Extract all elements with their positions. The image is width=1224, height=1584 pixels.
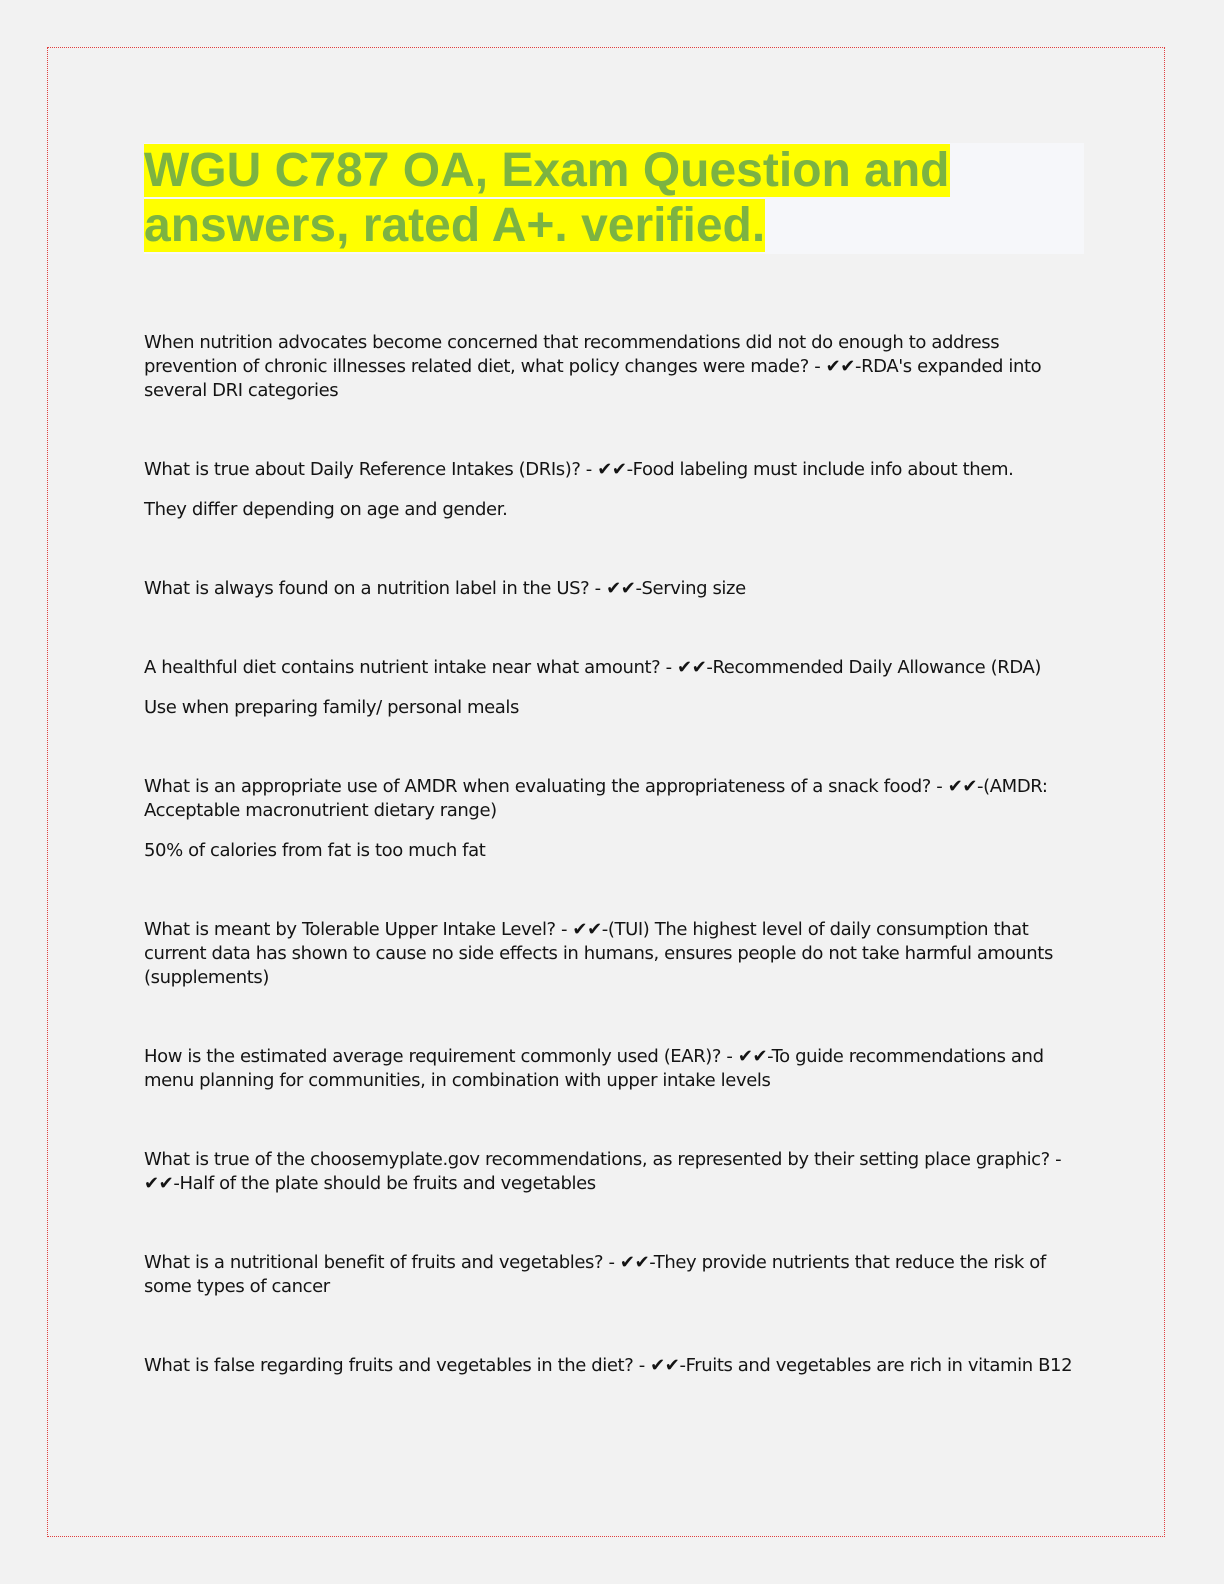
document-title-text: WGU C787 OA, Exam Question and answers, rated A+. verified. bbox=[144, 144, 950, 252]
qa-question-answer: What is a nutritional benefit of fruits and vegetables? - ✔✔-They provide nutrients that reduce the risk of some types of cancer bbox=[144, 1252, 1046, 1297]
qa-question-answer: What is true of the choosemyplate.gov recommendations, as represented by their setting place graphic? - ✔✔-Half of the plate should be fruits and vegetables bbox=[144, 1149, 1062, 1194]
qa-item bbox=[144, 1251, 1084, 1299]
qa-question-answer: What is false regarding fruits and vegetables in the diet? - ✔✔-Fruits and vegetables are rich in vitamin B12 bbox=[144, 1355, 1073, 1376]
qa-item bbox=[144, 1045, 1084, 1093]
qa-answer-detail: 50% of calories from fat is too much fat bbox=[144, 840, 486, 861]
qa-question-answer: What is an appropriate use of AMDR when evaluating the appropriateness of a snack food? - ✔✔-(AMDR: Acceptable macronutrient dietary range) bbox=[144, 776, 1048, 821]
qa-item bbox=[144, 458, 1084, 522]
qa-item bbox=[144, 1148, 1084, 1196]
qa-item bbox=[144, 775, 1084, 863]
qa-question-answer: How is the estimated average requirement commonly used (EAR)? - ✔✔-To guide recommendations and menu planning for communities, in combination with upper intake levels bbox=[144, 1046, 1044, 1091]
qa-item bbox=[144, 577, 1084, 601]
document-title bbox=[144, 143, 964, 253]
qa-answer-detail: They differ depending on age and gender. bbox=[144, 499, 508, 520]
qa-question-answer: What is always found on a nutrition label in the US? - ✔✔-Serving size bbox=[144, 578, 746, 599]
qa-answer-detail: Use when preparing family/ personal meals bbox=[144, 697, 520, 718]
qa-item bbox=[144, 918, 1084, 990]
qa-item bbox=[144, 331, 1084, 403]
qa-question-answer: What is meant by Tolerable Upper Intake Level? - ✔✔-(TUI) The highest level of daily consumption that current data has shown to cause no side effects in humans, ensures people do not take harmful amounts (supplements) bbox=[144, 919, 1053, 988]
qa-item bbox=[144, 656, 1084, 720]
qa-question-answer: When nutrition advocates become concerned that recommendations did not do enough to address prevention of chronic illnesses related diet, what policy changes were made? - ✔✔-RDA's expanded into several DRI categories bbox=[144, 332, 1042, 401]
qa-question-answer: A healthful diet contains nutrient intake near what amount? - ✔✔-Recommended Daily Allowance (RDA) bbox=[144, 657, 1042, 678]
qa-question-answer: What is true about Daily Reference Intakes (DRIs)? - ✔✔-Food labeling must include info about them. bbox=[144, 459, 1014, 480]
qa-item bbox=[144, 1354, 1084, 1378]
